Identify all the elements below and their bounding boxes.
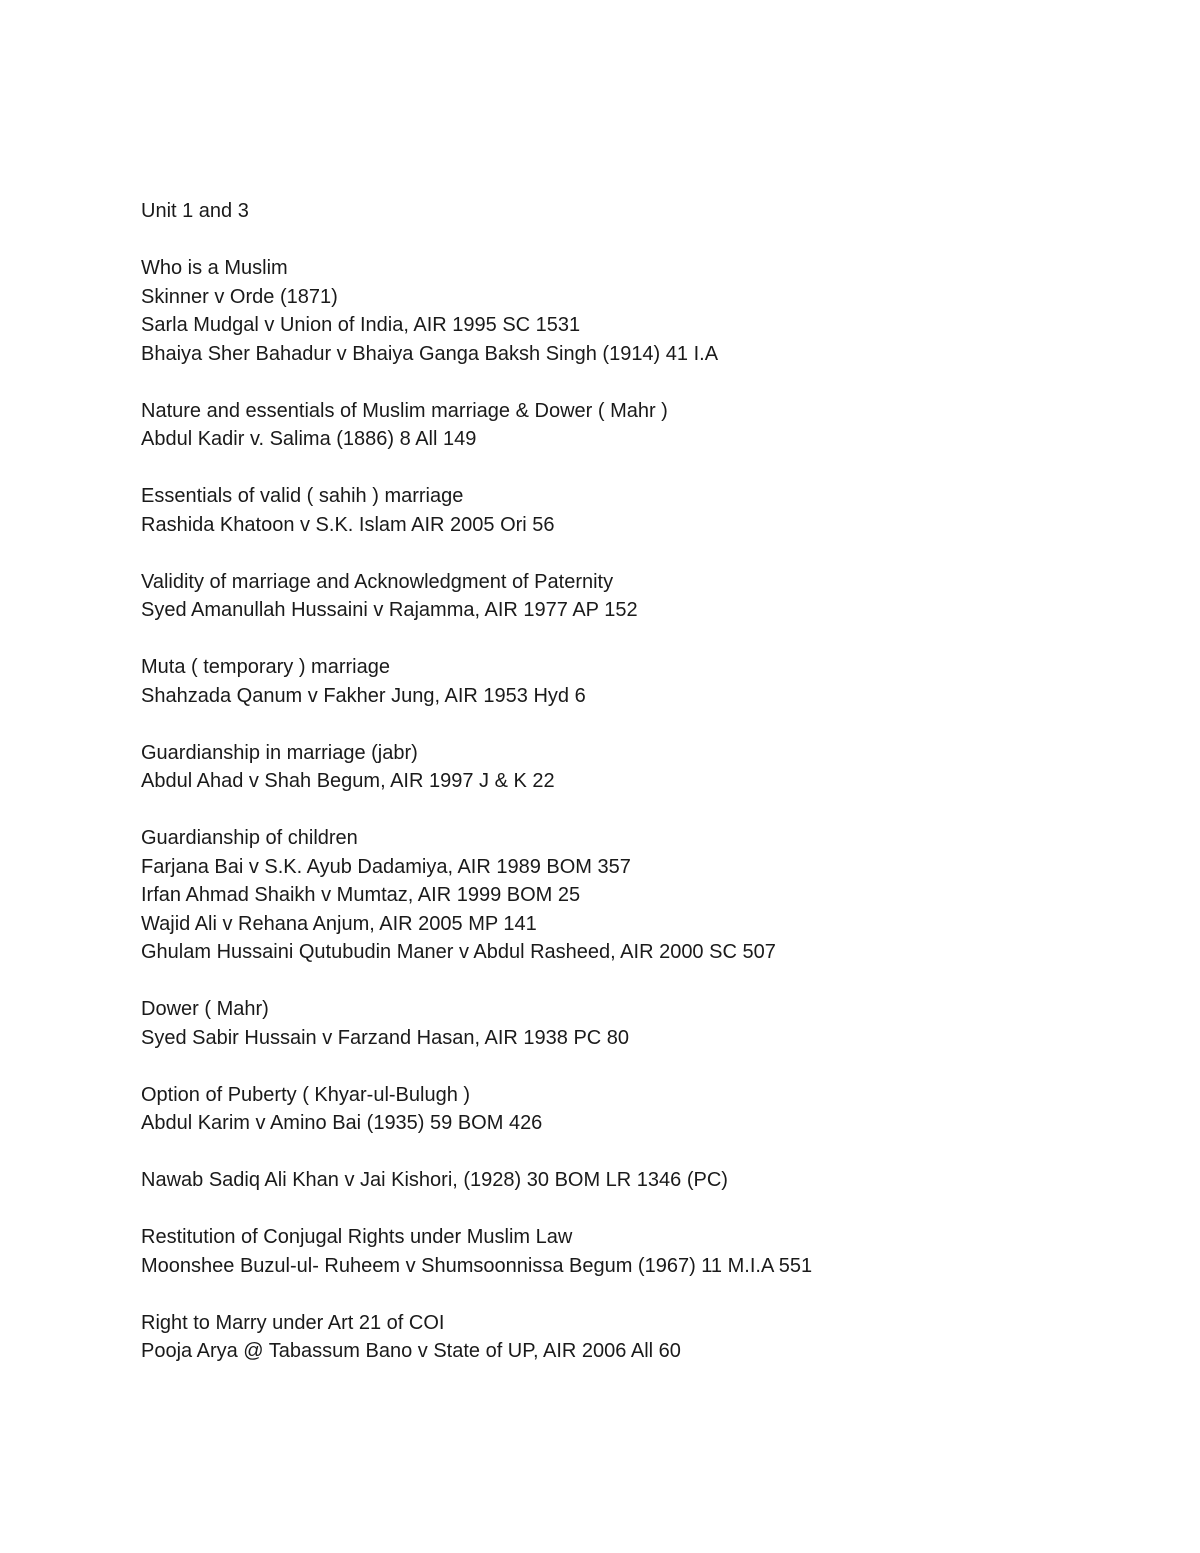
section-heading: Option of Puberty ( Khyar-ul-Bulugh ) <box>141 1083 471 1106</box>
case-citation: Skinner v Orde (1871) <box>141 285 338 308</box>
case-citation: Bhaiya Sher Bahadur v Bhaiya Ganga Baksh Singh (1914) 41 I.A <box>141 342 719 365</box>
case-citation: Syed Amanullah Hussaini v Rajamma, AIR 1977 AP 152 <box>141 599 638 621</box>
spacer <box>141 796 1141 825</box>
spacer <box>141 368 1141 397</box>
section-heading: Validity of marriage and Acknowledgment of Paternity <box>141 570 614 593</box>
document-body <box>141 197 1141 1366</box>
case-citation: Irfan Ahmad Shaikh v Mumtaz, AIR 1999 BOM 25 <box>141 884 581 906</box>
case-citation: Syed Sabir Hussain v Farzand Hasan, AIR 1938 PC 80 <box>141 1026 630 1049</box>
case-citation: Pooja Arya @ Tabassum Bano v State of UP, AIR 2006 All 60 <box>141 1340 681 1362</box>
spacer <box>141 454 1141 483</box>
case-citation: Wajid Ali v Rehana Anjum, AIR 2005 MP 141 <box>141 912 537 935</box>
case-citation: Abdul Kadir v. Salima (1886) 8 All 149 <box>141 428 477 450</box>
spacer <box>141 625 1141 654</box>
case-citation: Moonshee Buzul-ul- Ruheem v Shumsoonnissa Begum (1967) 11 M.I.A 551 <box>141 1254 813 1277</box>
case-citation: Farjana Bai v S.K. Ayub Dadamiya, AIR 1989 BOM 357 <box>141 855 631 878</box>
section-heading: Essentials of valid ( sahih ) marriage <box>141 485 464 507</box>
spacer <box>141 967 1141 996</box>
case-citation: Shahzada Qanum v Fakher Jung, AIR 1953 Hyd 6 <box>141 684 586 707</box>
spacer <box>141 1138 1141 1167</box>
case-citation: Rashida Khatoon v S.K. Islam AIR 2005 Ori 56 <box>141 513 555 536</box>
section-heading: Restitution of Conjugal Rights under Muslim Law <box>141 1226 573 1248</box>
spacer <box>141 1195 1141 1224</box>
spacer <box>141 226 1141 255</box>
case-citation: Abdul Ahad v Shah Begum, AIR 1997 J & K 22 <box>141 770 555 792</box>
spacer <box>141 1052 1141 1081</box>
spacer <box>141 1280 1141 1309</box>
case-citation: Sarla Mudgal v Union of India, AIR 1995 SC 1531 <box>141 314 581 336</box>
section-heading: Who is a Muslim <box>141 257 288 279</box>
section-heading: Dower ( Mahr) <box>141 998 269 1020</box>
case-citation: Ghulam Hussaini Qutubudin Maner v Abdul Rasheed, AIR 2000 SC 507 <box>141 941 776 963</box>
section-heading: Guardianship in marriage (jabr) <box>141 741 418 764</box>
spacer <box>141 710 1141 739</box>
case-citation: Abdul Karim v Amino Bai (1935) 59 BOM 426 <box>141 1112 543 1134</box>
section-heading: Nature and essentials of Muslim marriage & Dower ( Mahr ) <box>141 399 668 422</box>
section-heading: Muta ( temporary ) marriage <box>141 656 390 678</box>
section-heading: Right to Marry under Art 21 of COI <box>141 1311 445 1334</box>
case-citation: Nawab Sadiq Ali Khan v Jai Kishori, (1928) 30 BOM LR 1346 (PC) <box>141 1169 728 1191</box>
section-heading: Guardianship of children <box>141 827 358 849</box>
spacer <box>141 539 1141 568</box>
document-title: Unit 1 and 3 <box>141 200 249 222</box>
